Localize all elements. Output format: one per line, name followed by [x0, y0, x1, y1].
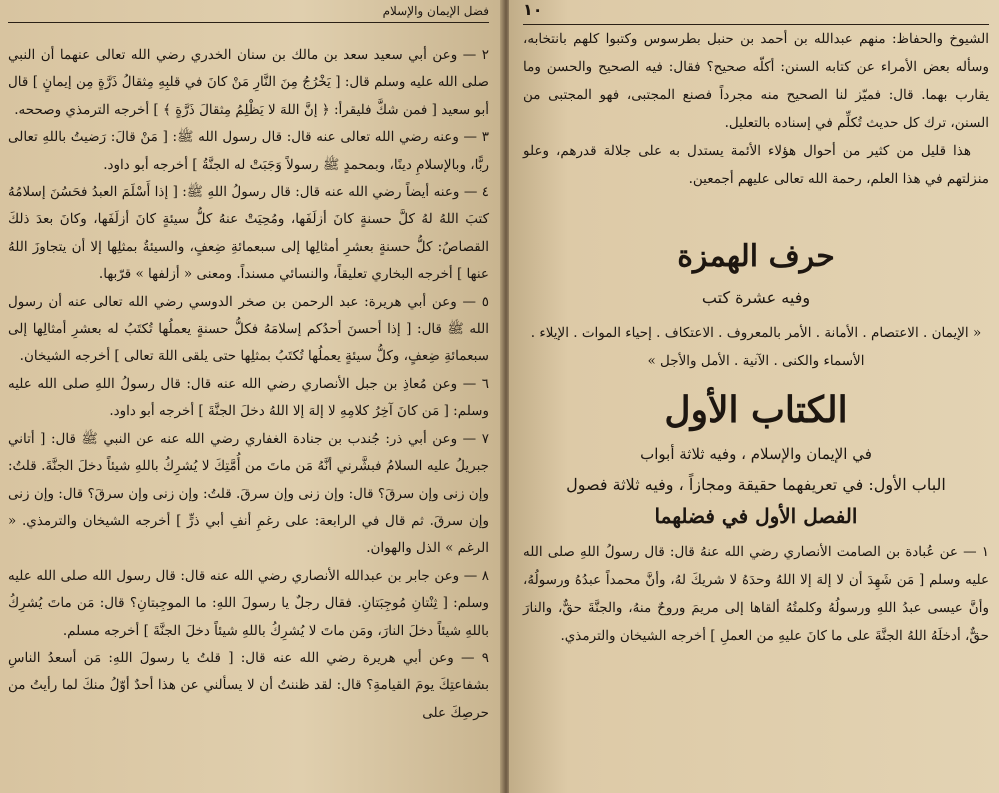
- left-running-head: [8, 0, 489, 23]
- intro-text: [523, 25, 989, 193]
- hadith-1: ١ — عن عُبادة بن الصامت الأنصاري رضي الله عنهُ قال: قال رسولُ اللهِ صلى الله عليه وسلم [ مَن شَهِدَ أن لا إلهَ إلا اللهُ وحدَهُ لا شريكَ لهُ، وأنَّ محمداً عبدُهُ ورسولُهُ، وأنَّ عيسى عبدُ اللهِ ورسولُهُ وكلمتُهُ ألقاها إلى مريمَ وروحٌ منهُ، والجنَّةَ حقٌّ، والنارَ حقٌّ، أدخلَهُ اللهُ الجنَّةَ على ما كانَ عليهِ من العملِ ] أخرجه الشيخان والترمذي.: [523, 544, 989, 644]
- left-body-text: [8, 42, 489, 727]
- letter-heading: حرف الهمزة: [677, 239, 835, 274]
- page-number: ١٠: [523, 0, 543, 19]
- intro-paragraph-2: هذا قليل من كثير من أحوال هؤلاء الأئمة يستدل به على جلالة قدرهم، وعلو منزلتهم في هذا العلم، رحمة الله تعالى عليهم أجمعين.: [523, 143, 989, 187]
- intro-paragraph-1: الشيوخ والحفاظ: منهم عبدالله بن أحمد بن حنبل بطرسوس وكتبوا كلهم بانتخابه، وسأله بعض الأمراء عن كتابه السنن: أكلّه صحيح؟ فقال: فيه الصحيح والحسن وما يقارب بهما. قال: فميّز لنا الصحيح منه مجرداً فصنع المجتبى، فهو المجتبى من السنن، ترك كل حديث تُكلِّم في إسناده بالتعليل.: [523, 31, 989, 131]
- right-column: [523, 0, 989, 650]
- hadith-2: ٢ — وعن أبي سعيد سعد بن مالك بن سنان الخدري رضي الله تعالى عنهما أن النبي صلى الله عليه وسلم قال: [ يَخْرُجُ مِنَ النَّارِ مَنْ كانَ في قلبِهِ مِثقالُ ذَرَّةٍ مِن إيمانٍ ] قال أبو سعيد [ فمن شكَّ فليقرأ: ﴿ إنَّ اللهَ لا يَظْلِمُ مِثقالَ ذَرَّةٍ ﴾ ] أخرجه الترمذي وصححه.: [8, 47, 489, 118]
- hadith-4: ٤ — وعنه أيضاً رضي الله عنه قال: قال رسولُ اللهِ ﷺ: [ إذا أَسْلَمَ العبدُ فحَسُنَ إسلامُهُ كتبَ اللهُ لهُ كلَّ حسنةٍ كانَ أزلَفَها، ومُحِيَتْ عنهُ كلُّ سيئةٍ كانَ أزلَفَها، وكانَ بعدَ ذلكَ القصاصُ: كلُّ حسنةٍ بعشرِ أمثالِها إلى سبعمائةِ ضِعفٍ، والسيئةُ بمثلِها إلا أن يتجاوزَ اللهُ عنها ] أخرجه البخاري تعليقاً، والنسائي مسنداً. ومعنى « أزلفها » قرّبها.: [8, 184, 489, 283]
- books-count-line: وفيه عشرة كتب: [701, 288, 811, 307]
- hadith-8: ٨ — وعن جابر بن عبدالله الأنصاري رضي الله عنه قال: قال رسول الله صلى الله عليه وسلم: [ ثِنْتانِ مُوجِبَتانِ. فقال رجلٌ يا رسولَ اللهِ: ما الموجِبتانِ؟ قال: مَن ماتَ يُشرِكُ باللهِ شيئاً دخلَ النارَ، ومَن ماتَ لا يُشرِكُ باللهِ شيئاً دخلَ الجنَّةَ ] أخرجه مسلم.: [8, 567, 489, 639]
- chapter-line: الباب الأول: في تعريفهما حقيقة ومجازاً ، وفيه ثلاثة فصول: [566, 475, 946, 494]
- section-heading: الفصل الأول في فضلهما: [654, 504, 858, 528]
- book-heading: الكتاب الأول: [664, 389, 848, 431]
- topics-list: « الإيمان . الاعتصام . الأمانة . الأمر بالمعروف . الاعتكاف . إحياء الموات . الإيلاء . الأسماء والكنى . الآنية . الأمل والأجل »: [530, 325, 982, 369]
- right-page: [509, 0, 999, 793]
- book-subtitle: في الإيمان والإسلام ، وفيه ثلاثة أبواب: [640, 445, 872, 463]
- hadith-3: ٣ — وعنه رضي الله تعالى عنه قال: قال رسول الله ﷺ: [ مَنْ قالَ: رَضيتُ باللهِ تعالى ربًّا، وبالإسلامِ دينًا، وبمحمدٍ ﷺ رسولاً وَجَبَتْ له الجنَّةُ ] أخرجه أبو داود.: [8, 129, 489, 173]
- hadith-5: ٥ — وعن أبي هريرة: عبد الرحمن بن صخر الدوسي رضي الله تعالى عنه أن رسول الله ﷺ قال: [ إذا أحسنَ أحدُكم إسلامَهُ فكلُّ حسنةٍ يعملُها تُكتَبُ له بعشرِ أمثالِها إلى سبعمائةِ ضِعفٍ، وكلُّ سيئةٍ يعملُها تُكتَبُ بمثلِها حتى يلقى اللهَ تعالى ] أخرجه الشيخان.: [8, 293, 489, 365]
- hadith-9: ٩ — وعن أبي هريرة رضي الله عنه قال: [ قلتُ يا رسولَ اللهِ: مَن أسعدُ الناسِ بشفاعتِكَ يومَ القيامةِ؟ قال: لقد ظننتُ أن لا يسألني عن هذا أحدٌ أوّلُ منكَ لما رأيتُ من حرصِكَ على: [8, 649, 489, 721]
- hadith-7: ٧ — وعن أبي ذر: جُندب بن جنادة الغفاري رضي الله عنه عن النبي ﷺ قال: [ أتاني جبريلُ عليه السلامُ فبشَّرني أنَّهُ مَن ماتَ من أُمَّتِكَ لا يُشرِكُ باللهِ شيئاً دخلَ الجنَّةَ. قلتُ: وإن زنى وإن سرقَ؟ قال: وإن زنى وإن سرقَ. قلتُ: وإن زنى وإن سرقَ؟ قال: وإن زنى وإن سرقَ. ثم قال في الرابعة: على رغمِ أنفِ أبي ذرٍّ ] أخرجه الشيخان والترمذي. « الرغم » الذل والهوان.: [8, 430, 489, 557]
- left-running-title: فضل الإيمان والإسلام: [382, 4, 489, 18]
- hadith-6: ٦ — وعن مُعاذِ بن جبل الأنصاري رضي الله عنه قال: قال رسولُ اللهِ صلى الله عليه وسلم: [ مَن كانَ آخِرُ كلامِهِ لا إلهَ إلا اللهُ دخلَ الجنَّةَ ] أخرجه أبو داود.: [8, 375, 489, 420]
